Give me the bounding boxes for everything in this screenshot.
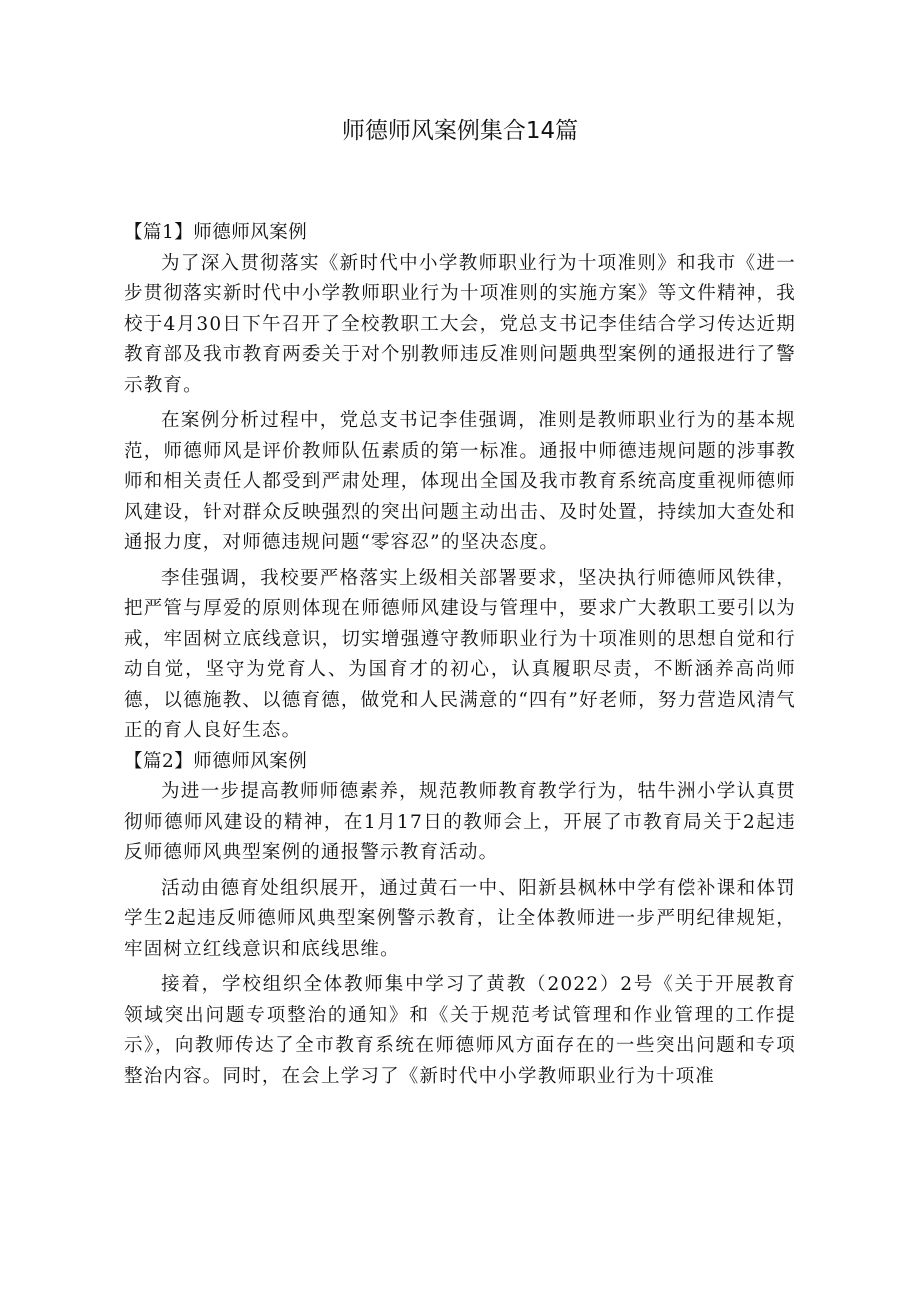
paragraph: 在案例分析过程中，党总支书记李佳强调，准则是教师职业行为的基本规范，师德师风是评价教师队伍素质的第一标准。通报中师德违规问题的涉事教师和相关责任人都受到严肃处理，体现出全国及我市教育系统高度重视师德师风建设，针对群众反映强烈的突出问题主动出击、及时处置，持续加大查处和通报力度，对师德违规问题“零容忍”的坚决态度。 — [124, 410, 796, 553]
section-2 — [124, 747, 796, 1093]
paragraph: 活动由德育处组织展开，通过黄石一中、阳新县枫林中学有偿补课和体罚学生2起违反师德师风典型案例警示教育，让全体教师进一步严明纪律规矩，牢固树立红线意识和底线思维。 — [124, 877, 796, 960]
document-body — [124, 218, 796, 1092]
paragraph: 接着，学校组织全体教师集中学习了黄教（2022）2号《关于开展教育领域突出问题专项整治的通知》和《关于规范考试管理和作业管理的工作提示》，向教师传达了全市教育系统在师德师风方面存在的一些突出问题和专项整治内容。同时，在会上学习了《新时代中小学教师职业行为十项准 — [124, 974, 796, 1087]
document-title: 师德师风案例集合14篇 — [341, 118, 579, 144]
section-heading: 【篇2】师德师风案例 — [124, 750, 308, 772]
section-1 — [124, 218, 796, 747]
paragraph: 为了深入贯彻落实《新时代中小学教师职业行为十项准则》和我市《进一步贯彻落实新时代中小学教师职业行为十项准则的实施方案》等文件精神，我校于4月30日下午召开了全校教职工大会，党总支书记李佳结合学习传达近期教育部及我市教育两委关于对个别教师违反准则问题典型案例的通报进行了警示教育。 — [124, 252, 796, 396]
paragraph: 为进一步提高教师师德素养，规范教师教育教学行为，牯牛洲小学认真贯彻师德师风建设的精神，在1月17日的教师会上，开展了市教育局关于2起违反师德师风典型案例的通报警示教育活动。 — [124, 781, 796, 863]
paragraph: 李佳强调，我校要严格落实上级相关部署要求，坚决执行师德师风铁律，把严管与厚爱的原则体现在师德师风建设与管理中，要求广大教职工要引以为戒，牢固树立底线意识，切实增强遵守教师职业行为十项准则的思想自觉和行动自觉，坚守为党育人、为国育才的初心，认真履职尽责，不断涵养高尚师德，以德施教、以德育德，做党和人民满意的“四有”好老师，努力营造风清气正的育人良好生态。 — [124, 567, 796, 741]
section-heading: 【篇1】师德师风案例 — [124, 222, 308, 243]
